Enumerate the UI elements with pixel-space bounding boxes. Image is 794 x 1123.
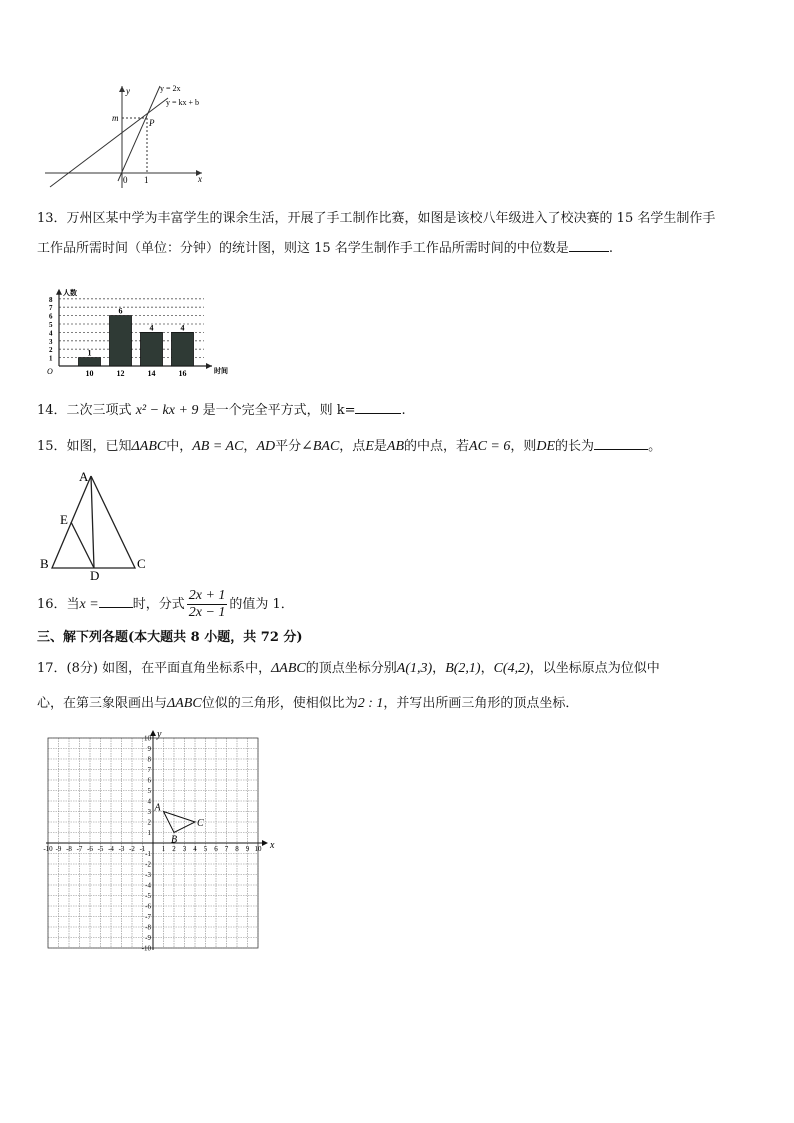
x-axis-label: x <box>270 840 275 851</box>
x-tick-label: -1 <box>139 845 146 853</box>
bar-data-label: 4 <box>149 323 154 333</box>
y-tick-label: 6 <box>147 776 151 785</box>
y-tick-label: 6 <box>49 312 53 321</box>
y-tick-label: -8 <box>145 923 151 932</box>
y-axis-title: 人数 <box>63 288 77 297</box>
y-tick-label: 3 <box>147 808 151 816</box>
line-y-kx-b <box>50 98 168 187</box>
y-tick-label: 5 <box>147 787 151 795</box>
x-tick-label: -5 <box>97 845 104 853</box>
bar-data-label: 4 <box>180 323 185 333</box>
x-tick-label: 10 <box>85 369 94 378</box>
m-label: m <box>112 113 119 123</box>
x-tick-label: 1 <box>161 845 166 853</box>
segment-de <box>71 522 94 568</box>
x-tick-label: -8 <box>66 845 72 853</box>
bar <box>79 358 101 366</box>
y-axis-label: y <box>126 86 130 96</box>
x-tick-label: -10 <box>43 845 53 853</box>
origin-label: 0 <box>123 175 128 185</box>
x-tick-label: 3 <box>182 845 187 853</box>
bar-data-label: 6 <box>118 306 123 316</box>
vertex-d: D <box>90 568 100 583</box>
bar <box>141 332 163 366</box>
x-tick-label: -3 <box>118 845 125 853</box>
y-axis-arrow <box>56 289 62 295</box>
x-axis-arrow <box>206 363 212 369</box>
x-tick-label: -4 <box>108 845 114 853</box>
y-tick-label: 2 <box>147 818 151 827</box>
y-tick-label: 10 <box>144 734 151 743</box>
point-b-label: B <box>171 834 178 846</box>
y-tick-label: -10 <box>141 944 151 953</box>
y-tick-label: -9 <box>145 934 151 942</box>
x-tick-label: 5 <box>203 845 208 853</box>
question-14: 14．二次三项式 x² − kx + 9 是一个完全平方式，则 k= . <box>37 403 406 418</box>
y-tick-label: 7 <box>147 766 151 774</box>
question-15: 15．如图，已知ΔABC中，AB = AC，AD平分∠BAC，点E是AB的中点，若AC = 6，则DE的长为 。 <box>37 439 662 454</box>
question-17-line1: 17．(8分) 如图，在平面直角坐标系中，ΔABC的顶点坐标分别A(1,3)，B(2,1)，C(4,2)，以坐标原点为位似中 <box>37 661 660 676</box>
question-17-line2: 心，在第三象限画出与ΔABC位似的三角形，使相似比为2 : 1，并写出所画三角形的顶点坐标． <box>37 696 579 711</box>
x-tick-label: -2 <box>129 845 135 853</box>
question-13-line1: 13．万州区某中学为丰富学生的课余生活，开展了手工制作比赛，如图是该校八年级进入了校决赛的 15 名学生制作手 <box>37 211 716 226</box>
y-tick-label: -6 <box>145 902 151 911</box>
y-tick-label: -3 <box>145 871 151 879</box>
vertex-c: C <box>137 556 146 571</box>
y-tick-label: 4 <box>49 329 53 338</box>
line2-label: y = kx + b <box>166 98 200 107</box>
triangle-figure <box>40 468 160 583</box>
y-tick-label: -2 <box>145 860 151 869</box>
vertex-a: A <box>79 469 89 484</box>
answer-blank-15[interactable] <box>594 437 648 450</box>
x-tick-label: 4 <box>193 845 197 853</box>
origin-label: O <box>47 367 53 376</box>
x-axis-arrow <box>262 840 268 846</box>
point-a-label: A <box>154 802 161 814</box>
bar-data-label: 1 <box>87 348 92 358</box>
y-tick-label: 1 <box>147 829 151 837</box>
x-tick-label: -6 <box>87 845 93 853</box>
x-tick-label: -9 <box>55 845 62 853</box>
x-tick-label: 8 <box>235 845 239 853</box>
coordinate-grid <box>40 728 290 968</box>
question-16: 16．当x = 时，分式 $\frac{2x + 1}{2x - 1}$ 的值为 1． <box>37 588 294 620</box>
y-tick-label: -4 <box>145 881 151 890</box>
x-tick-label: 9 <box>245 845 250 853</box>
y-tick-label: 9 <box>147 745 151 753</box>
x-tick-label: -7 <box>76 845 83 853</box>
x-tick-label: 10 <box>254 845 262 853</box>
answer-blank-16[interactable] <box>99 595 133 608</box>
question-13-line2: 工作品所需时间（单位：分钟）的统计图，则这 15 名学生制作手工作品所需时间的中位数是 . <box>37 241 613 256</box>
bar-chart <box>44 280 244 382</box>
x-axis-title: 时间 <box>214 367 228 375</box>
x-tick-label: 14 <box>147 369 156 378</box>
y-tick-label: 2 <box>49 346 53 355</box>
y-tick-label: -5 <box>145 892 151 900</box>
one-label: 1 <box>144 175 149 185</box>
x-tick-label: 16 <box>178 369 187 378</box>
y-tick-label: 5 <box>49 321 53 329</box>
answer-blank-14[interactable] <box>355 401 401 414</box>
y-tick-label: 8 <box>147 755 151 764</box>
answer-blank-13[interactable] <box>569 239 609 252</box>
x-tick-label: 7 <box>224 845 229 853</box>
line1-label: y = 2x <box>160 84 181 93</box>
y-tick-label: -1 <box>145 850 151 858</box>
segment-ad <box>91 476 94 568</box>
x-tick-label: 12 <box>116 369 125 378</box>
y-axis-label: y <box>157 729 162 740</box>
fraction: $\frac{2x + 1}{2x - 1}$ <box>188 588 226 620</box>
section-heading: 三、解下列各题(本大题共 8 小题，共 72 分) <box>37 630 303 645</box>
y-tick-label: 1 <box>49 354 53 363</box>
vertex-e: E <box>60 512 68 527</box>
bar <box>172 332 194 366</box>
x-tick-label: 6 <box>214 845 218 853</box>
y-tick-label: -7 <box>145 913 151 921</box>
linear-function-figure <box>40 80 220 190</box>
y-tick-label: 3 <box>49 337 53 346</box>
bar <box>110 316 132 366</box>
p-label: P <box>149 118 155 128</box>
y-tick-label: 8 <box>49 295 53 304</box>
y-tick-label: 7 <box>49 304 53 313</box>
line-y-2x <box>118 86 160 181</box>
y-tick-label: 4 <box>147 797 151 806</box>
point-c-label: C <box>197 818 204 829</box>
x-tick-label: 2 <box>172 845 176 853</box>
vertex-b: B <box>40 556 49 571</box>
x-axis-label: x <box>198 174 202 184</box>
